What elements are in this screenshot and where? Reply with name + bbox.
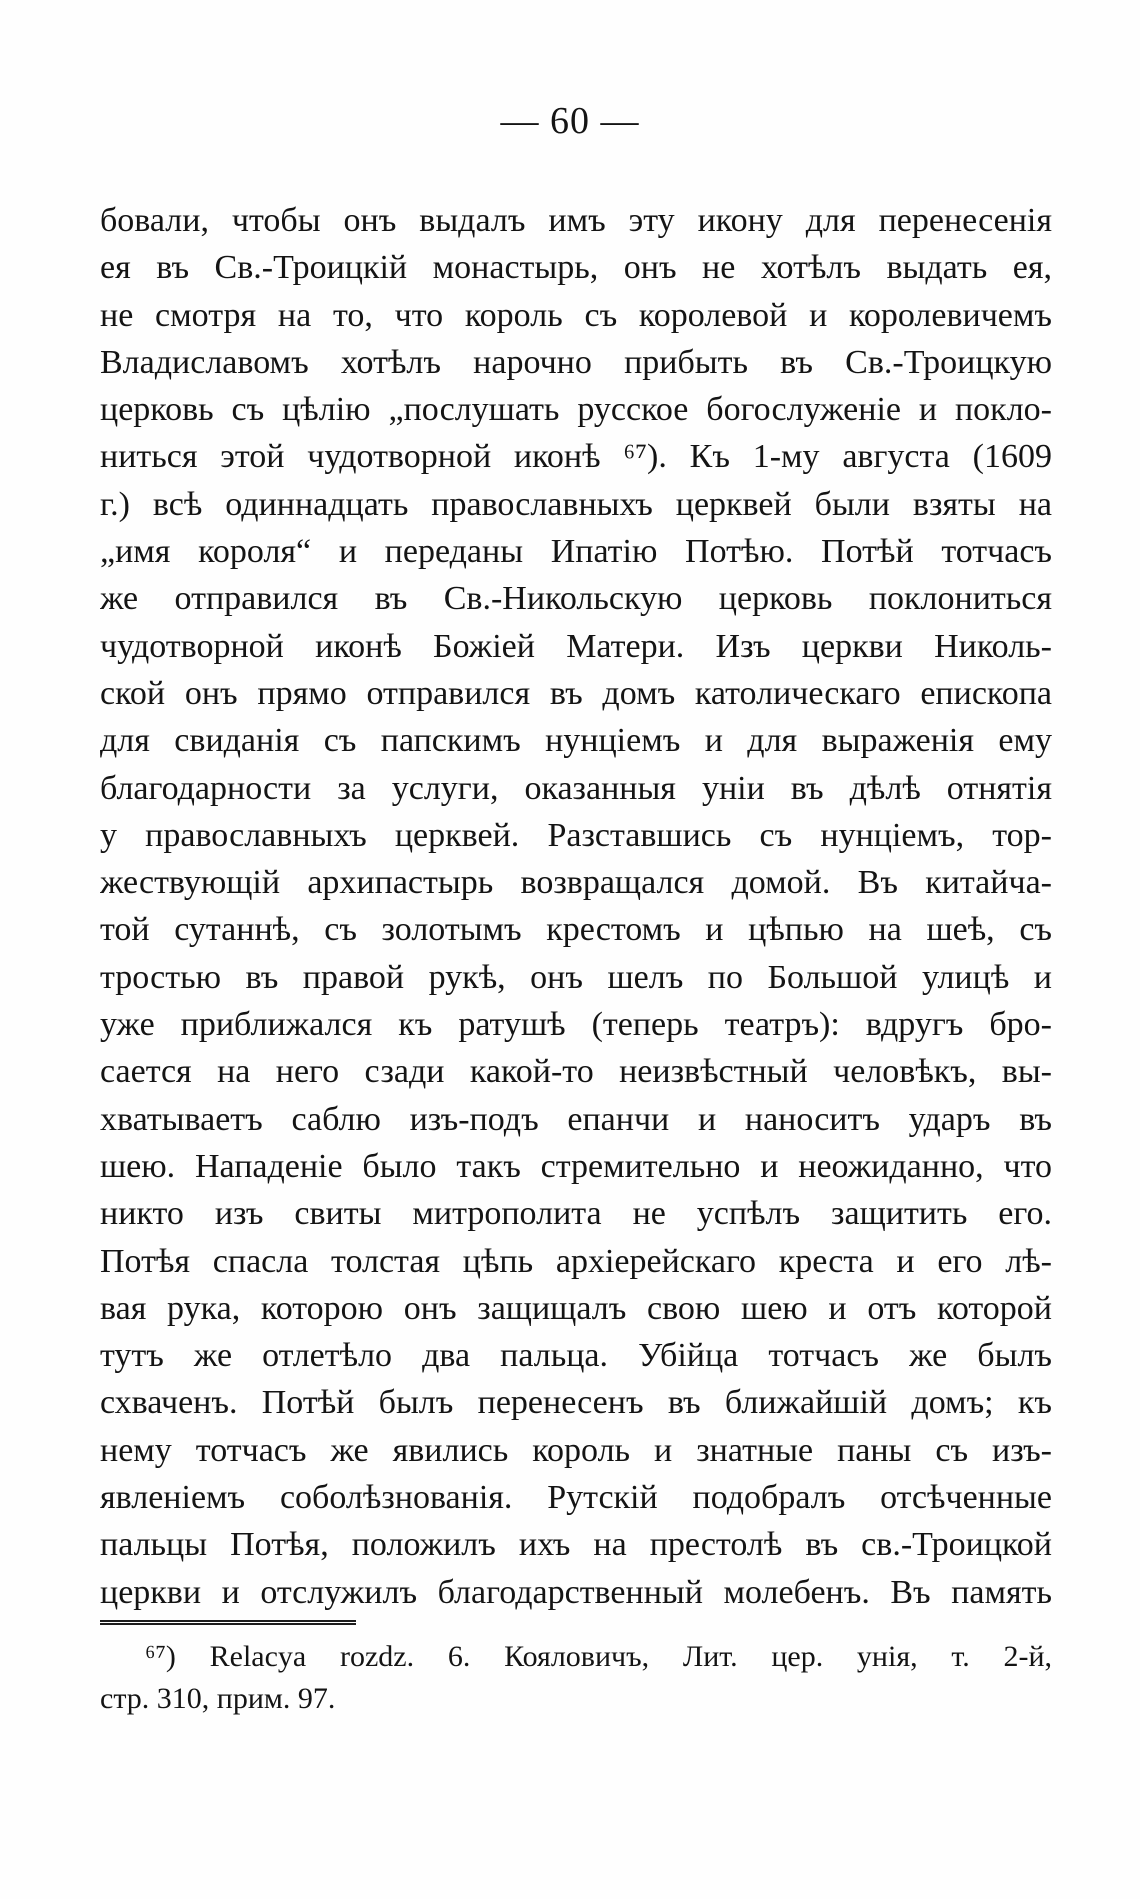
text-line: Потѣя спасла толстая цѣпь архіерейскаго креста и его лѣ-: [100, 1242, 1052, 1280]
text-line: нему тотчасъ же явились король и знатные паны съ изъ-: [100, 1431, 1052, 1469]
text-line: церковь съ цѣлію „послушать русское богослуженіе и покло-: [100, 391, 1052, 429]
footnote-rule: [100, 1620, 356, 1625]
text-line: никто изъ свиты митрополита не успѣлъ защитить его.: [100, 1195, 1052, 1233]
text-line: Владиславомъ хотѣлъ нарочно прибыть въ Св.-Троицкую: [100, 343, 1052, 381]
text-line: благодарности за услуги, оказанныя уніи въ дѣлѣ отнятія: [100, 769, 1052, 807]
text-line: тростью въ правой рукѣ, онъ шелъ по Большой улицѣ и: [100, 958, 1052, 996]
text-line: явленіемъ соболѣзнованія. Рутскій подобралъ отсѣченные: [100, 1479, 1052, 1517]
text-line: хватываетъ саблю изъ-подъ епанчи и наноситъ ударъ въ: [100, 1100, 1052, 1138]
text-line: для свиданія съ папскимъ нунціемъ и для выраженія ему: [100, 722, 1052, 760]
text-line: жествующій архипастырь возвращался домой. Въ китайча-: [100, 864, 1052, 902]
footnote-line: ⁶⁷) Relacya rozdz. 6. Кояловичъ, Лит. цер. унія, т. 2-й,: [145, 1640, 1052, 1673]
body-text: [100, 197, 1052, 1616]
text-line: шею. Нападеніе было такъ стремительно и неожиданно, что: [100, 1147, 1052, 1185]
footnote-line: стр. 310, прим. 97.: [100, 1682, 336, 1715]
text-line: у православныхъ церквей. Разставшись съ нунціемъ, тор-: [100, 816, 1052, 854]
text-line: ской онъ прямо отправился въ домъ католическаго епископа: [100, 674, 1052, 712]
page-number: — 60 —: [500, 100, 640, 142]
text-line: г.) всѣ одиннадцать православныхъ церквей были взяты на: [100, 485, 1052, 523]
text-line: тутъ же отлетѣло два пальца. Убійца тотчасъ же былъ: [100, 1337, 1052, 1375]
text-line: не смотря на то, что король съ королевой и королевичемъ: [100, 296, 1052, 334]
text-line: ниться этой чудотворной иконѣ ⁶⁷). Къ 1-му августа (1609: [100, 438, 1052, 476]
text-line: той сутаннѣ, съ золотымъ крестомъ и цѣпью на шеѣ, съ: [100, 911, 1052, 949]
text-line: „имя короля“ и переданы Ипатію Потѣю. Потѣй тотчасъ: [100, 533, 1052, 571]
text-line: ея въ Св.-Троицкій монастырь, онъ не хотѣлъ выдать ея,: [100, 249, 1052, 287]
text-line: уже приближался къ ратушѣ (теперь театръ): вдругъ бро-: [100, 1006, 1052, 1044]
text-line: чудотворной иконѣ Божіей Матери. Изъ церкви Николь-: [100, 627, 1052, 665]
footnote: [100, 1636, 1052, 1720]
text-line: бовали, чтобы онъ выдалъ имъ эту икону для перенесенія: [100, 202, 1052, 239]
text-line: схваченъ. Потѣй былъ перенесенъ въ ближайшій домъ; къ: [100, 1384, 1052, 1422]
text-line: же отправился въ Св.-Никольскую церковь поклониться: [100, 580, 1052, 618]
text-line: сается на него сзади какой-то неизвѣстный человѣкъ, вы-: [100, 1053, 1052, 1091]
text-line: пальцы Потѣя, положилъ ихъ на престолѣ въ св.-Троицкой: [100, 1526, 1052, 1564]
text-line: церкви и отслужилъ благодарственный молебенъ. Въ память: [100, 1573, 1052, 1611]
text-line: вая рука, которою онъ защищалъ свою шею и отъ которой: [100, 1289, 1052, 1327]
